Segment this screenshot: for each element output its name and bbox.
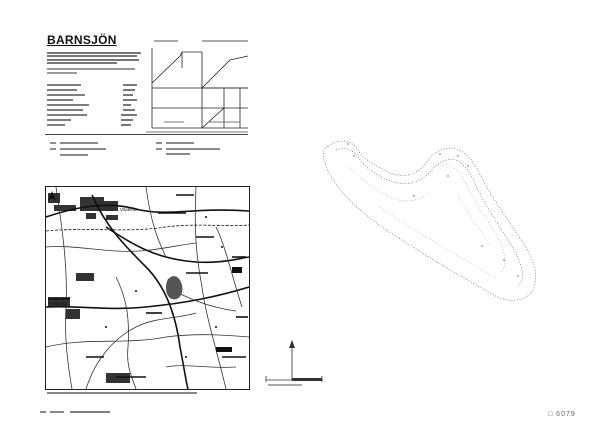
legend (50, 140, 240, 160)
bathymetric-map (318, 136, 550, 306)
page-title: BARNSJÖN (47, 33, 117, 47)
lake-data-strokes (47, 82, 143, 130)
scale-bar (262, 340, 328, 388)
page-number: □ 6079 (548, 411, 576, 418)
overview-map (45, 186, 250, 390)
overview-map-drawing (46, 187, 249, 389)
depth-markers (347, 143, 519, 277)
scale-bar-segment (292, 378, 322, 381)
footer-source-strokes (40, 409, 120, 415)
intro-text (47, 50, 143, 75)
map-caption (47, 392, 197, 394)
legend-symbols (50, 140, 240, 160)
place-label-vasteras: Västerås (120, 207, 138, 212)
lake-profile-chart (144, 38, 256, 136)
place-label-hallstaha: Hallstaha (48, 301, 67, 306)
panel-divider (45, 134, 248, 135)
depth-contours (348, 165, 505, 278)
north-arrow-icon (289, 340, 295, 348)
shoreline (323, 141, 535, 300)
